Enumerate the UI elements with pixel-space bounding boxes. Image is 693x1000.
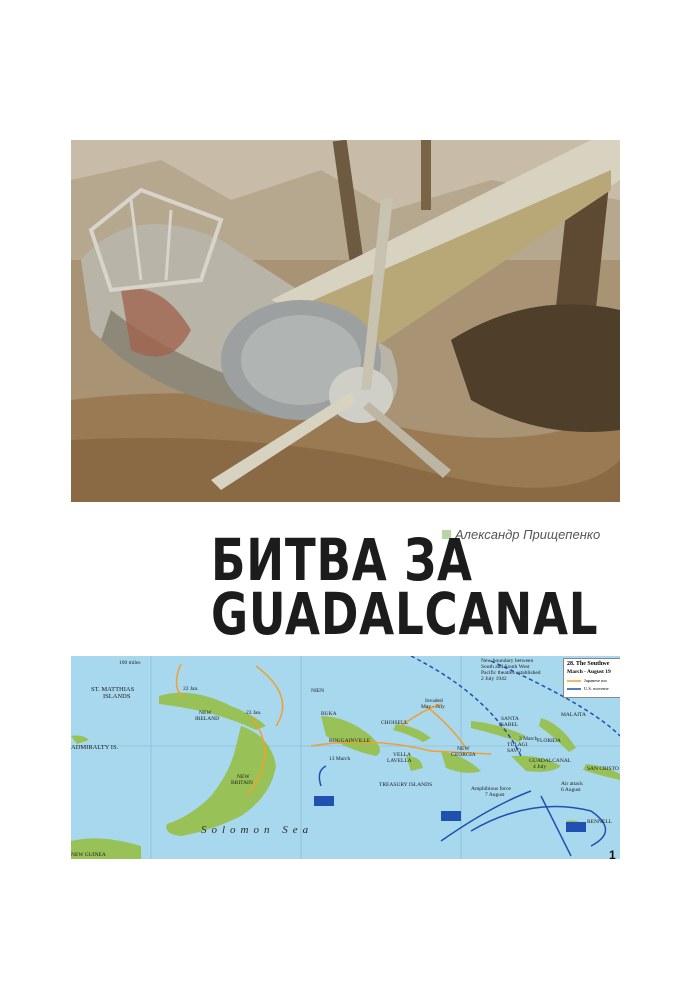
label-choiseul: CHOISEUL bbox=[381, 720, 409, 726]
label-savo: SAVO bbox=[507, 748, 522, 754]
aircraft-wreck-illustration bbox=[71, 140, 620, 502]
label-new-britain-1: NEW bbox=[237, 774, 250, 780]
aircraft-wreck-photo bbox=[71, 140, 620, 502]
label-invaded: Invaded bbox=[425, 698, 443, 704]
label-tulagi: TULAGI bbox=[507, 742, 528, 748]
label-new-ireland-2: IRELAND bbox=[195, 716, 220, 722]
label-buka: BUKA bbox=[321, 711, 337, 717]
label-boundary-2: South and South West bbox=[481, 664, 530, 670]
label-amphibious-date: 7 August bbox=[485, 792, 505, 798]
solomon-islands-map bbox=[71, 656, 620, 859]
legend-us: U.S. moveme bbox=[584, 686, 609, 691]
label-florida: FLORIDA bbox=[537, 738, 561, 744]
label-new-georgia-2: GEORGIA bbox=[451, 752, 476, 758]
label-13-march: 13 March bbox=[329, 756, 351, 762]
label-vella-2: LAVELLA bbox=[387, 758, 412, 764]
label-invaded-dates: May - July bbox=[421, 704, 445, 710]
label-st-matthias: ST. MATTHIAS bbox=[91, 686, 135, 693]
label-bougainville: BOUGAINVILLE bbox=[329, 738, 371, 744]
label-scale: 100 miles bbox=[119, 660, 141, 666]
label-islands: ISLANDS bbox=[103, 693, 131, 700]
map-legend bbox=[563, 658, 620, 698]
label-new-guinea: NEW GUINEA bbox=[71, 852, 106, 858]
label-vella-1: VELLA bbox=[393, 752, 412, 758]
label-guadalcanal: GUADALCANAL bbox=[529, 758, 572, 764]
legend-japanese: Japanese mo bbox=[584, 678, 607, 683]
legend-title: 28. The Southwe bbox=[567, 661, 610, 667]
label-solomon-sea: Solomon Sea bbox=[201, 824, 314, 836]
label-admiralty: ADMIRALTY IS. bbox=[71, 744, 119, 751]
label-4-july: 4 July bbox=[533, 764, 547, 770]
label-new-ireland-1: NEW bbox=[199, 710, 212, 716]
label-boundary-3: Pacific theatres established bbox=[481, 670, 541, 676]
legend-subtitle: March - August 19 bbox=[567, 669, 611, 675]
label-air-attack: Air attack bbox=[561, 781, 583, 787]
title-line-2: GUADALCANAL bbox=[211, 580, 599, 648]
label-air-attack-date: 6 August bbox=[561, 787, 581, 793]
legend-japanese-arrow-icon bbox=[567, 679, 581, 683]
label-santa-1: SANTA bbox=[501, 716, 519, 722]
label-boundary-4: 2 July 1942 bbox=[481, 676, 507, 682]
label-san-cristobal: SAN CRISTO bbox=[587, 766, 619, 772]
label-malaita: MALAITA bbox=[561, 712, 586, 718]
label-23-jan: 23 Jan. bbox=[246, 710, 262, 716]
legend-us-arrow-icon bbox=[567, 687, 581, 691]
label-boundary-1: New boundary between bbox=[481, 658, 534, 664]
label-22-jan: 22 Jan. bbox=[183, 686, 199, 692]
label-3-march: 3 March bbox=[519, 736, 538, 742]
title-line-1: БИТВА ЗА bbox=[211, 526, 473, 594]
label-nien: NIEN bbox=[311, 688, 325, 694]
label-new-georgia-1: NEW bbox=[457, 746, 470, 752]
label-amphibious: Amphibious force bbox=[471, 786, 511, 792]
label-treasury: TREASURY ISLANDS bbox=[379, 782, 433, 788]
label-rennell: RENNELL bbox=[587, 819, 613, 825]
page-number: 1 bbox=[609, 848, 616, 862]
label-santa-2: ISABEL bbox=[499, 722, 519, 728]
author-name: Александр Прищепенко bbox=[455, 527, 601, 542]
label-new-britain-2: BRITAIN bbox=[231, 780, 253, 786]
article-title-block bbox=[0, 510, 693, 650]
